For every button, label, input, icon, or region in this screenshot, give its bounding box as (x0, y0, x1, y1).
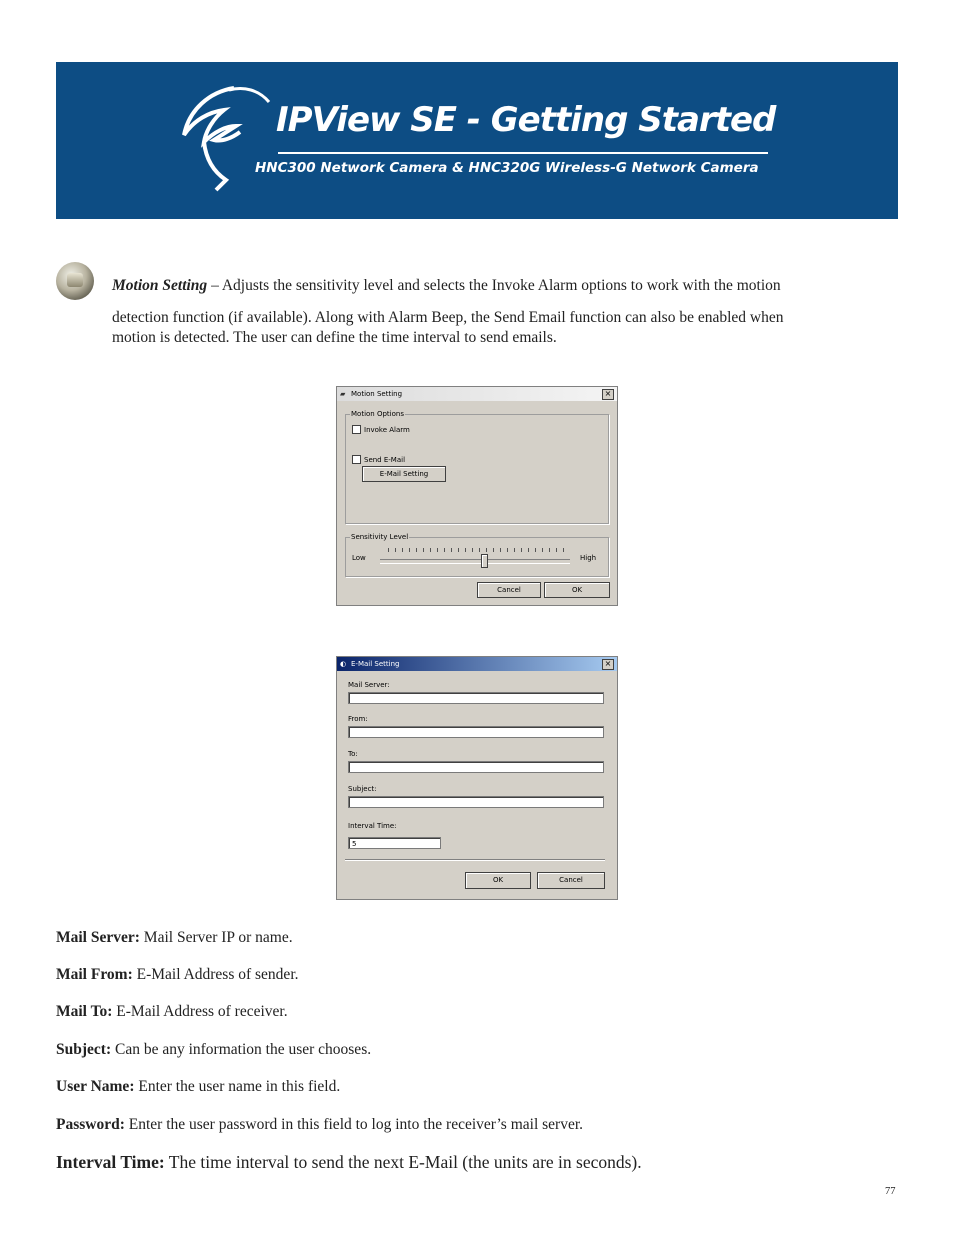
send-email-checkbox[interactable] (352, 455, 405, 464)
bullet-icon (56, 262, 94, 300)
definition-text: E-Mail Address of sender. (132, 966, 299, 983)
definition-text: Enter the user password in this field to log into the receiver’s mail server. (124, 1116, 584, 1133)
definition-subject (56, 1041, 371, 1059)
mail-server-label: Mail Server: (348, 681, 390, 689)
definition-text: Enter the user name in this field. (134, 1078, 341, 1095)
close-icon[interactable]: × (602, 389, 614, 400)
interval-time-input[interactable]: 5 (348, 837, 441, 849)
invoke-alarm-checkbox[interactable] (352, 425, 410, 434)
slider-ticks (388, 548, 564, 552)
definition-term: Subject: (56, 1041, 112, 1058)
banner-subtitle: HNC300 Network Camera & HNC320G Wireless-G Network Camera (255, 160, 759, 176)
definition-mail-to (56, 1003, 288, 1021)
definition-text: The time interval to send the next E-Mail (the units are in seconds). (164, 1152, 642, 1172)
camera-icon: ▰ (340, 390, 346, 398)
email-dialog-titlebar (337, 657, 617, 671)
from-label: From: (348, 715, 368, 723)
send-email-box[interactable] (352, 455, 361, 464)
motion-paragraph-line3: motion is detected. The user can define the time interval to send emails. (112, 329, 557, 346)
to-input[interactable] (348, 761, 604, 773)
email-setting-button[interactable]: E-Mail Setting (362, 466, 446, 482)
header-banner (56, 62, 898, 219)
motion-setting-dialog (336, 386, 618, 606)
cancel-button[interactable]: Cancel (477, 582, 541, 598)
motion-paragraph-line1 (112, 276, 781, 296)
definition-mail-server (56, 929, 293, 947)
ok-button[interactable]: OK (465, 872, 531, 889)
motion-dialog-titlebar (337, 387, 617, 401)
globe-icon: ◐ (340, 660, 347, 668)
slider-track (380, 559, 570, 564)
definition-term: Mail From: (56, 966, 133, 983)
email-setting-dialog (336, 656, 618, 900)
definition-interval-time (56, 1152, 642, 1173)
email-dialog-title: E-Mail Setting (351, 660, 400, 668)
sensitivity-legend: Sensitivity Level (351, 533, 409, 541)
sensitivity-high-label: High (580, 554, 597, 562)
motion-setting-term: Motion Setting (112, 277, 208, 294)
ok-button[interactable]: OK (544, 582, 610, 598)
definition-text: E-Mail Address of receiver. (112, 1003, 288, 1020)
dialog-separator (345, 859, 605, 861)
banner-title: IPView SE - Getting Started (276, 100, 776, 140)
eagle-logo-icon (174, 80, 274, 200)
mail-server-input[interactable] (348, 692, 604, 704)
motion-paragraph-line2: detection function (if available). Along with Alarm Beep, the Send Email function can also be enabled when (112, 309, 784, 326)
invoke-alarm-box[interactable] (352, 425, 361, 434)
to-label: To: (348, 750, 358, 758)
interval-time-label: Interval Time: (348, 822, 397, 830)
definition-term: Interval Time: (56, 1152, 165, 1172)
subject-input[interactable] (348, 796, 604, 808)
close-icon[interactable]: × (602, 659, 614, 670)
invoke-alarm-label: Invoke Alarm (364, 425, 410, 434)
definition-mail-from (56, 966, 299, 984)
send-email-label: Send E-Mail (364, 455, 406, 464)
page-number: 77 (885, 1186, 896, 1197)
banner-divider (278, 152, 768, 154)
definition-term: Mail To: (56, 1003, 113, 1020)
slider-thumb[interactable] (481, 554, 488, 568)
definition-password (56, 1116, 583, 1134)
definition-term: User Name: (56, 1078, 135, 1095)
from-input[interactable] (348, 726, 604, 738)
definition-text: Can be any information the user chooses. (111, 1041, 372, 1058)
definition-term: Password: (56, 1116, 125, 1133)
definition-user-name (56, 1078, 340, 1096)
motion-dialog-title: Motion Setting (351, 390, 403, 398)
motion-line1-text: – Adjusts the sensitivity level and selects the Invoke Alarm options to work with the motion (207, 277, 781, 294)
subject-label: Subject: (348, 785, 377, 793)
sensitivity-low-label: Low (352, 554, 366, 562)
definition-text: Mail Server IP or name. (139, 929, 293, 946)
sensitivity-group (345, 533, 609, 577)
motion-options-legend: Motion Options (351, 410, 404, 418)
motion-options-group (345, 410, 609, 524)
sensitivity-slider[interactable] (380, 546, 570, 568)
cancel-button[interactable]: Cancel (537, 872, 605, 889)
definition-term: Mail Server: (56, 929, 140, 946)
